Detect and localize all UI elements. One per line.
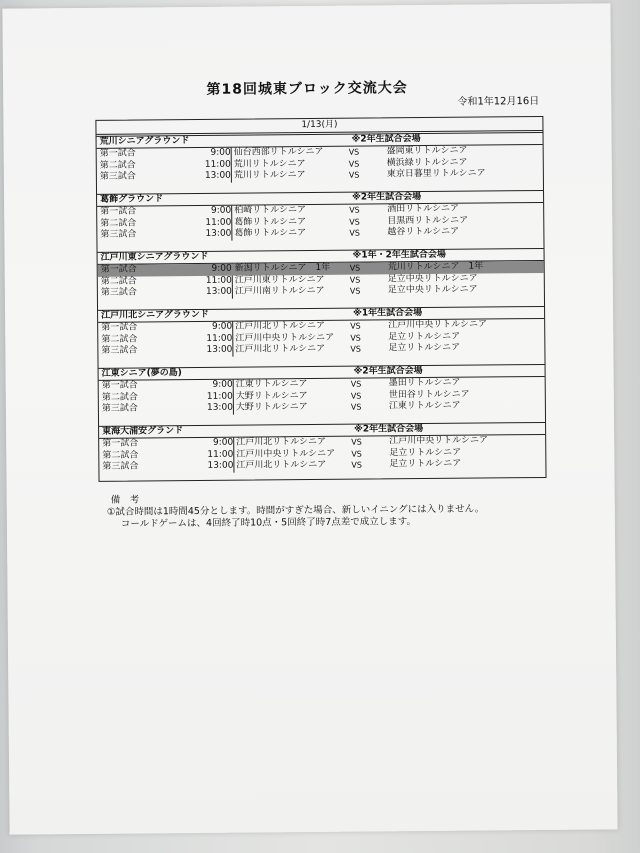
away-team: 足立中央リトルシニア	[387, 284, 478, 296]
home-team: 柏崎リトルシニア	[234, 205, 307, 216]
venue-name: 江戸川北シニアグラウンド	[101, 309, 209, 321]
venue-name: 荒川シニアグラウンド	[99, 136, 190, 147]
venue-name: 東海大浦安グランド	[102, 426, 184, 437]
match-time: 13:00	[205, 228, 232, 239]
away-team: 足立リトルシニア	[389, 447, 462, 458]
away-team: 足立リトルシニア	[388, 342, 461, 354]
match-label: 第三試合	[102, 461, 139, 472]
home-team: 江戸川中央リトルシニア	[235, 332, 335, 344]
away-team: 越谷リトルシニア	[387, 226, 460, 238]
schedule-table	[95, 116, 546, 482]
match-time: 11:00	[206, 391, 233, 402]
away-team: 世田谷リトルシニア	[388, 389, 470, 400]
match-time: 9:00	[210, 147, 231, 158]
document-title: 第18回城東ブロック交流大会	[206, 80, 408, 98]
versus-label: VS	[349, 205, 360, 215]
match-label: 第一試合	[102, 438, 139, 449]
match-time: 11:00	[207, 449, 234, 460]
venue-block	[98, 306, 544, 357]
match-label: 第二試合	[99, 160, 136, 171]
away-team: 墨田リトルシニア	[388, 377, 461, 389]
home-team: 江戸川北リトルシニア	[235, 343, 326, 355]
match-row	[99, 458, 545, 473]
match-time: 9:00	[212, 379, 233, 390]
document-date: 令和1年12月16日	[457, 95, 540, 108]
versus-label: VS	[351, 437, 362, 447]
match-time: 13:00	[206, 402, 233, 413]
match-time: 13:00	[207, 460, 234, 471]
match-time: 11:00	[205, 217, 232, 228]
home-team: 江戸川北リトルシニア	[236, 459, 327, 471]
match-label: 第一試合	[99, 148, 136, 159]
match-time: 9:00	[210, 205, 232, 216]
away-team: 足立リトルシニア	[388, 331, 461, 342]
match-row	[99, 400, 545, 415]
away-team: 江戸川中央リトルシニア	[388, 319, 488, 331]
venue-category: ※1年生試合会場	[353, 308, 423, 319]
match-time: 11:00	[205, 275, 232, 286]
document-paper	[2, 3, 617, 834]
notes-heading: 備 考	[110, 494, 140, 506]
venue-category: ※2年生試合会場	[351, 134, 421, 145]
versus-label: VS	[350, 321, 361, 331]
match-row	[97, 168, 543, 183]
away-team: 荒川リトルシニア 1年	[387, 261, 484, 273]
away-team: 足立中央リトルシニア	[387, 273, 478, 284]
notes-line-1: ①試合時間は1時間45分とします。時間がすぎた場合、新しいイニングには入りません。	[106, 503, 485, 518]
versus-label: VS	[351, 460, 363, 470]
venue-name: 江戸川東シニアグラウンド	[100, 251, 209, 263]
match-label: 第三試合	[101, 403, 138, 414]
notes-line-2: コールドゲームは、4回終了時10点・5回終了時7点差で成立します。	[120, 516, 417, 530]
versus-label: VS	[350, 344, 361, 354]
home-team: 江戸川北リトルシニア	[235, 320, 326, 332]
match-time: 13:00	[204, 170, 231, 181]
away-team: 東京日暮里リトルシニア	[386, 168, 486, 180]
versus-label: VS	[348, 170, 360, 180]
versus-label: VS	[350, 402, 362, 412]
versus-label: VS	[349, 286, 361, 296]
match-label: 第一試合	[101, 380, 138, 391]
venue-block	[99, 364, 545, 415]
venue-category: ※2年生試合会場	[354, 424, 424, 435]
match-time: 9:00	[211, 321, 233, 332]
match-time: 11:00	[204, 159, 231, 170]
versus-label: VS	[350, 333, 361, 343]
match-label: 第三試合	[101, 345, 138, 356]
home-team: 新潟リトルシニア 1年	[234, 262, 331, 274]
versus-label: VS	[350, 391, 362, 401]
notes-section	[107, 491, 567, 531]
match-label: 第一試合	[101, 322, 138, 333]
match-time: 13:00	[206, 344, 233, 355]
home-team: 江戸川南リトルシニア	[234, 285, 325, 297]
match-label: 第二試合	[101, 334, 138, 345]
versus-label: VS	[349, 228, 360, 238]
match-time: 13:00	[205, 286, 232, 297]
match-time: 11:00	[206, 333, 233, 344]
home-team: 葛飾リトルシニア	[234, 228, 307, 239]
versus-label: VS	[348, 147, 360, 157]
away-team: 江戸川中央リトルシニア	[389, 435, 489, 447]
venue-name: 江東シニア(夢の島)	[101, 368, 182, 379]
away-team: 江東リトルシニア	[388, 400, 461, 412]
venue-block	[98, 248, 544, 299]
away-team: 横浜緑リトルシニア	[386, 157, 468, 168]
day-header: 1/13(月)	[96, 117, 542, 135]
home-team: 江戸川中央リトルシニア	[236, 448, 336, 460]
home-team: 葛飾リトルシニア	[234, 216, 307, 228]
away-team: 盛岡東リトルシニア	[386, 145, 468, 157]
home-team: 仙台西部リトルシニア	[233, 146, 324, 158]
venue-name: 葛飾グラウンド	[100, 194, 164, 205]
away-team: 足立リトルシニア	[389, 458, 462, 470]
versus-label: VS	[349, 217, 360, 227]
venue-category: ※1年・2年生試合会場	[352, 249, 446, 261]
versus-label: VS	[351, 449, 362, 459]
versus-label: VS	[350, 379, 362, 389]
away-team: 目黒西リトルシニア	[387, 215, 469, 226]
home-team: 江戸川北リトルシニア	[236, 436, 327, 448]
home-team: 江東リトルシニア	[235, 379, 308, 390]
venue-block	[97, 190, 543, 241]
match-time: 9:00	[212, 437, 234, 448]
match-label: 第三試合	[99, 171, 136, 182]
home-team: 荒川リトルシニア	[233, 158, 306, 170]
versus-label: VS	[349, 275, 361, 285]
versus-label: VS	[349, 263, 361, 273]
match-label: 第一試合	[100, 206, 137, 217]
match-label: 第三試合	[100, 287, 137, 298]
match-label: 第二試合	[101, 392, 138, 403]
venue-block	[97, 132, 543, 183]
away-team: 酒田リトルシニア	[387, 203, 459, 215]
match-label: 第一試合	[100, 264, 137, 275]
match-time: 9:00	[211, 263, 232, 274]
home-team: 大野リトルシニア	[235, 402, 308, 413]
versus-label: VS	[348, 159, 360, 169]
match-label: 第二試合	[102, 449, 139, 461]
home-team: 荒川リトルシニア	[233, 170, 306, 181]
venue-block	[99, 422, 545, 473]
venue-category: ※2年生試合会場	[353, 366, 423, 377]
match-label: 第三試合	[100, 229, 137, 240]
match-label: 第二試合	[100, 276, 137, 287]
home-team: 大野リトルシニア	[235, 390, 308, 402]
match-label: 第二試合	[100, 218, 137, 229]
home-team: 江戸川東リトルシニア	[234, 274, 325, 286]
venue-category: ※2年生試合会場	[352, 192, 422, 203]
